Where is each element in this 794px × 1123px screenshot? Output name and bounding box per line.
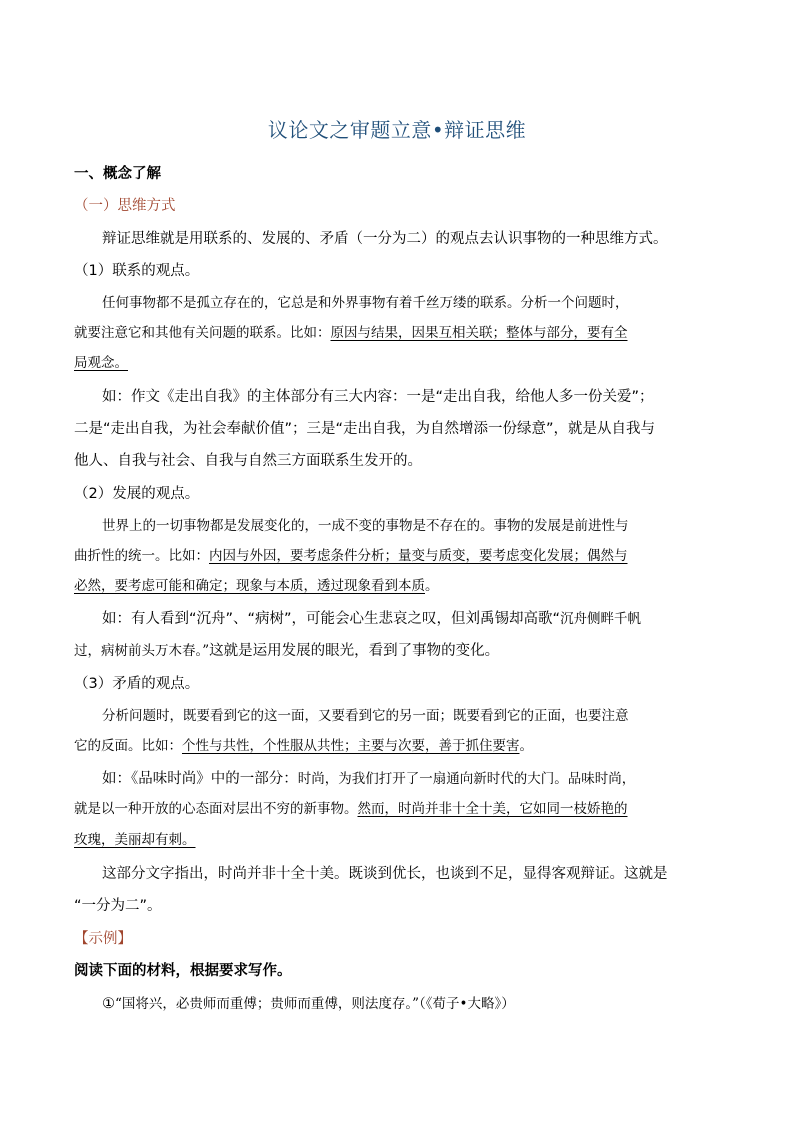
view1-example-line: 如：作文《走出自我》的主体部分有三大内容：一是“走出自我，给他人多一份关爱”；: [102, 389, 654, 405]
view1-example-line: 他人、自我与社会、自我与自然三方面联系生发开的。: [74, 453, 422, 469]
view2-text-plain: 。: [425, 578, 439, 594]
view3-example-plain: 如：《品味时尚》中的一部分：: [102, 771, 298, 787]
subsection-heading: （一）思维方式: [74, 198, 176, 214]
view3-text-plain: 。: [519, 738, 533, 754]
view2-underlined-text: 内因与外因，要考虑条件分析；量变与质变，要考虑变化发展；偶然与: [209, 548, 628, 564]
view3-text-plain: 它的反面。比如：: [74, 738, 182, 754]
view3-example-line: [74, 803, 628, 817]
view2-text-plain: 曲折性的统一。比如：: [74, 548, 209, 564]
view2-poem-quote: 过，病树前头万木春。”: [74, 643, 210, 659]
example-instruction: 阅读下面的材料，根据要求写作。: [74, 963, 292, 979]
view1-text-line: [74, 327, 628, 341]
view2-example-plain: 这就是运用发展的眼光，看到了事物的变化。: [209, 643, 500, 659]
view2-example-line: [74, 644, 499, 659]
view1-underlined-text: 原因与结果，因果互相关联；整体与部分，要有全: [330, 325, 628, 341]
view1-text-line: 任何事物都不是孤立存在的，它总是和外界事物有着千丝万缕的联系。分析一个问题时，: [102, 295, 629, 311]
view2-heading: （2）发展的观点。: [74, 486, 200, 502]
view1-underlined-text: 局观念。: [74, 355, 128, 371]
item-number: ①: [102, 996, 115, 1012]
view2-text-line: [74, 580, 439, 594]
view3-underlined-text: 玫瑰，美丽却有刺。: [74, 832, 196, 848]
view3-example-quote: 时尚，为我们打开了一扇通向新时代的大门。品味时尚，: [297, 771, 636, 787]
view2-text-line: [74, 550, 628, 564]
view2-underlined-text: 必然，要考虑可能和确定；现象与本质，透过现象看到本质: [74, 578, 425, 594]
section-heading: 一、概念了解: [74, 166, 161, 182]
view3-text-line: [74, 740, 533, 754]
view1-heading: （1）联系的观点。: [74, 263, 200, 279]
page-title: 议论文之审题立意•辩证思维: [267, 118, 527, 142]
intro-paragraph: 辩证思维就是用联系的、发展的、矛盾（一分为二）的观点去认识事物的一种思维方式。: [102, 231, 668, 247]
view1-example-line: 二是“走出自我，为社会奉献价值”；三是“走出自我，为自然增添一份绿意”，就是从自我与: [74, 421, 656, 437]
view3-heading: （3）矛盾的观点。: [74, 676, 200, 692]
view2-poem-quote: 沉舟侧畔千帆: [560, 611, 642, 627]
view3-underlined-text: 个性与共性，个性服从共性；主要与次要，善于抓住要害: [182, 738, 520, 754]
view2-example-line: [102, 612, 641, 627]
view1-text-plain: 就要注意它和其他有关问题的联系。比如：: [74, 325, 331, 341]
item-quote: “国将兴，必贵师而重傅；贵师而重傅，则法度存。”（《荀子•大略》）: [115, 996, 515, 1012]
view3-example-quote: 就是以一种开放的心态面对层出不穷的新事物。: [74, 801, 358, 817]
view3-example-line: [102, 772, 635, 787]
example-item: [102, 997, 515, 1012]
view3-comment-line: “一分为二”。: [74, 898, 162, 914]
view3-comment-line: 这部分文字指出，时尚并非十全十美。既谈到优长，也谈到不足，显得客观辩证。这就是: [102, 866, 668, 882]
example-label: 【示例】: [74, 931, 132, 947]
view2-text-line: 世界上的一切事物都是发展变化的，一成不变的事物是不存在的。事物的发展是前进性与: [102, 518, 629, 534]
view3-underlined-text: 然而，时尚并非十全十美，它如同一枝娇艳的: [357, 801, 628, 817]
view2-example-plain: 如：有人看到“沉舟”、“病树”，可能会心生悲哀之叹，但刘禹锡却高歌“: [102, 611, 561, 627]
view3-text-line: 分析问题时，既要看到它的这一面，又要看到它的另一面；既要看到它的正面，也要注意: [102, 708, 629, 724]
